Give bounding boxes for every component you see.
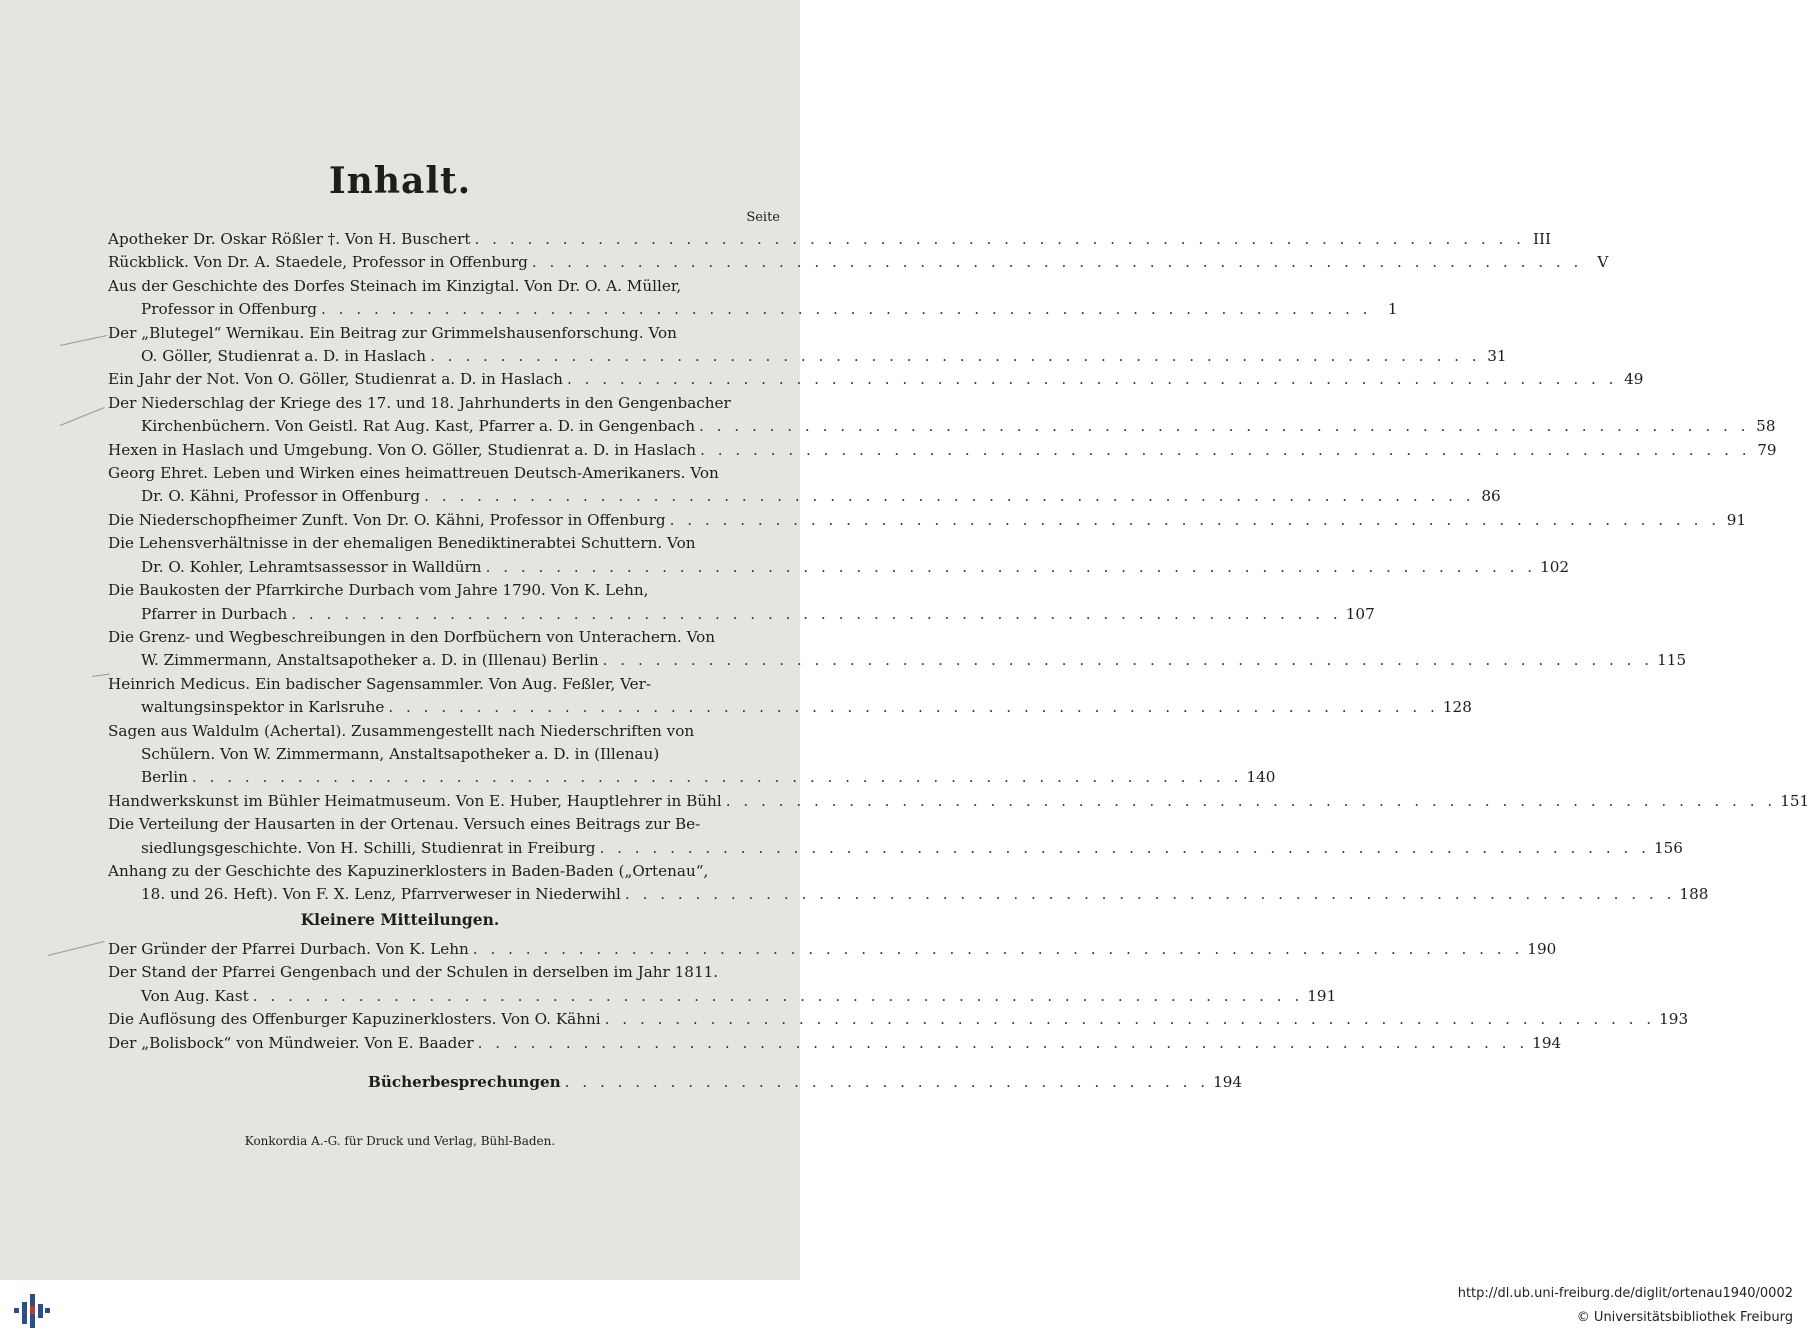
toc-entry-line <box>108 673 780 696</box>
leader-dots: . . . . . . . . . . . . . . . . . . . . . . . . . . . . . . . . . . . . . . . . . . . . . . . . . . . . . . . . . . . . <box>599 838 1650 857</box>
toc-entry <box>108 275 1398 322</box>
toc-entry-text: Die Baukosten der Pfarrkirche Durbach vom Jahre 1790. Von K. Lehn, <box>108 581 649 600</box>
toc-entry-line <box>108 603 1375 626</box>
toc-entry <box>108 392 1776 439</box>
toc-entry-text: Handwerkskunst im Bühler Heimatmuseum. Von E. Huber, Hauptlehrer in Bühl <box>108 791 722 810</box>
toc-entry <box>108 813 1683 860</box>
leader-dots: . . . . . . . . . . . . . . . . . . . . . . . . . . . . . . . . . . . . . . . . . . . . . . . . . . . . . . . . . . . . <box>472 940 1524 958</box>
toc-entry-text: Georg Ehret. Leben und Wirken eines heimattreuen Deutsch-Amerikaners. Von <box>108 464 719 483</box>
toc-entry-text: siedlungsgeschichte. Von H. Schilli, Studienrat in Freiburg <box>141 838 596 857</box>
toc-entry-line <box>108 556 1570 579</box>
leader-dots: . . . . . . . . . . . . . . . . . . . . . . . . . . . . . . . . . . . . . . . . . . . . . . . . . . . . . . . . . . . . <box>430 347 1481 366</box>
toc-entry-line <box>108 532 780 555</box>
toc-entry-text: Die Niederschopfheimer Zunft. Von Dr. O. Kähni, Professor in Offenburg <box>108 510 666 529</box>
toc-entry-page: 151 <box>1780 791 1809 810</box>
toc-entry-line <box>108 1032 1562 1055</box>
toc-entry-page: V <box>1597 253 1609 272</box>
toc-entry-text: Der Gründer der Pfarrei Durbach. Von K. Lehn <box>108 940 469 958</box>
toc-entry-text: Berlin <box>141 768 188 787</box>
toc-entry-text: Sagen aus Waldulm (Achertal). Zusammengestellt nach Niederschriften von <box>108 721 695 740</box>
toc-entry-line <box>108 368 1644 391</box>
leader-dots: . . . . . . . . . . . . . . . . . . . . . . . . . . . . . . . . . . . . . . . . . . . . . . . . . . . . . . . . . . . . <box>669 510 1721 529</box>
toc-entry <box>108 938 1557 961</box>
toc-entry-text: Kirchenbüchern. Von Geistl. Rat Aug. Kast, Pfarrer a. D. in Gengenbach <box>141 417 695 436</box>
toc-entry-line <box>108 275 780 298</box>
pencil-mark <box>60 335 107 346</box>
toc-entry-page: 49 <box>1624 370 1644 389</box>
toc-entry-page: 191 <box>1307 986 1337 1005</box>
leader-dots: . . . . . . . . . . . . . . . . . . . . . . . . . . . . . . . . . . . . . . . . . . . . . . . . . . . . . . . . . . . . <box>477 1033 1529 1052</box>
toc-entry-line <box>108 415 1776 438</box>
toc-entry <box>108 368 1644 391</box>
toc-entry-line <box>108 626 780 649</box>
toc-entry-line <box>108 813 780 836</box>
toc-entry-text: Die Lehensverhältnisse in der ehemaligen Benediktinerabtei Schuttern. Von <box>108 534 696 553</box>
toc-entry <box>108 532 1570 579</box>
toc-entry-line <box>108 1008 1689 1031</box>
book-reviews-page: 194 <box>1213 1073 1243 1091</box>
leader-dots: . . . . . . . . . . . . . . . . . . . . . . . . . . . . . . . . . . . . . . . . . . . . . . . . . . . . . . . . . . . . <box>191 768 1243 787</box>
toc-entry-text: W. Zimmermann, Anstaltsapotheker a. D. in (Illenau) Berlin <box>141 651 599 670</box>
toc-entry-line <box>108 649 1687 672</box>
leader-dots: . . . . . . . . . . . . . . . . . . . . . . . . . . . . . . . . . . . . . . . . . . . . . . . . . . . . . . . . . . . . <box>700 440 1751 459</box>
toc-entry-line <box>108 251 1609 274</box>
toc-entry-line <box>108 485 1501 508</box>
toc-entry-text: Dr. O. Kähni, Professor in Offenburg <box>141 487 421 506</box>
leader-dots: . . . . . . . . . . . . . . . . . . . . . . . . . . . . . . . . . . . . . <box>564 1073 1210 1091</box>
toc-entry-text: Der Stand der Pfarrei Gengenbach und der Schulen in derselben im Jahr 1811. <box>108 963 719 982</box>
leader-dots: . . . . . . . . . . . . . . . . . . . . . . . . . . . . . . . . . . . . . . . . . . . . . . . . . . . . . . . . . . . . <box>388 698 1439 717</box>
toc-entry-page: 115 <box>1657 651 1687 670</box>
leader-dots: . . . . . . . . . . . . . . . . . . . . . . . . . . . . . . . . . . . . . . . . . . . . . . . . . . . . . . . . . . . . <box>321 300 1372 319</box>
toc-entry-text: Hexen in Haslach und Umgebung. Von O. Göller, Studienrat a. D. in Haslach <box>108 440 697 459</box>
leader-dots: . . . . . . . . . . . . . . . . . . . . . . . . . . . . . . . . . . . . . . . . . . . . . . . . . . . . . . . . . . . . <box>725 791 1777 810</box>
publisher-imprint: Konkordia A.-G. für Druck und Verlag, Bühl-Baden. <box>244 1134 556 1148</box>
toc-entry-line <box>108 743 780 766</box>
toc-entry-page: 156 <box>1653 838 1683 857</box>
leader-dots: . . . . . . . . . . . . . . . . . . . . . . . . . . . . . . . . . . . . . . . . . . . . . . . . . . . . . . . . . . . . <box>604 1010 1656 1029</box>
toc-entry-page: 190 <box>1527 940 1557 958</box>
toc-entry-text: Der Niederschlag der Kriege des 17. und 18. Jahrhunderts in den Gengenbacher <box>108 393 731 412</box>
toc-entry-line <box>108 462 780 485</box>
toc-entry-page: 194 <box>1532 1033 1562 1052</box>
toc-entry-line <box>108 720 780 743</box>
toc-entry-text: Anhang zu der Geschichte des Kapuzinerklosters in Baden-Baden („Ortenau“, <box>108 861 709 880</box>
table-of-contents-minor <box>108 938 1689 1055</box>
toc-entry-line <box>108 860 780 883</box>
toc-entry <box>108 961 1337 1008</box>
leader-dots: . . . . . . . . . . . . . . . . . . . . . . . . . . . . . . . . . . . . . . . . . . . . . . . . . . . . . . . . . . . . <box>624 885 1676 904</box>
toc-entry-text: Die Verteilung der Hausarten in der Ortenau. Versuch eines Beitrags zur Be- <box>108 815 701 834</box>
toc-entry-page: 91 <box>1726 510 1747 529</box>
toc-entry <box>108 322 1507 369</box>
toc-entry-text: Dr. O. Kohler, Lehramtsassessor in Walldürn <box>141 557 482 576</box>
toc-entry <box>108 673 1472 720</box>
toc-entry <box>108 790 1809 813</box>
toc-entry-text: Der „Blutegel“ Wernikau. Ein Beitrag zur Grimmelshausenforschung. Von <box>108 323 677 342</box>
toc-entry-page: III <box>1533 230 1552 248</box>
book-reviews-label: Bücherbesprechungen <box>368 1073 561 1091</box>
toc-entry-line <box>108 392 780 415</box>
toc-entry-line <box>108 790 1809 813</box>
toc-entry-text: Rückblick. Von Dr. A. Staedele, Professor in Offenburg <box>108 253 528 272</box>
toc-entry <box>108 439 1777 462</box>
toc-entry-text: Ein Jahr der Not. Von O. Göller, Studienrat a. D. in Haslach <box>108 370 563 389</box>
toc-entry-text: waltungsinspektor in Karlsruhe <box>141 698 385 717</box>
toc-entry-page: 107 <box>1345 604 1375 623</box>
toc-entry-text: Heinrich Medicus. Ein badischer Sagensammler. Von Aug. Feßler, Ver- <box>108 674 652 693</box>
toc-entry-line <box>108 579 780 602</box>
toc-entry <box>108 579 1375 626</box>
toc-entry <box>108 720 1276 790</box>
toc-entry-text: Professor in Offenburg <box>141 300 318 319</box>
toc-entry-text: Von Aug. Kast <box>141 986 249 1005</box>
ub-freiburg-logo-icon <box>12 1290 52 1330</box>
toc-entry-text: O. Göller, Studienrat a. D. in Haslach <box>141 347 427 366</box>
toc-entry-page: 1 <box>1387 300 1398 319</box>
book-reviews-entry <box>368 1073 1243 1091</box>
toc-entry <box>108 626 1687 673</box>
toc-entry-page: 58 <box>1756 417 1776 436</box>
toc-entry-line <box>108 509 1747 532</box>
toc-entry-line <box>108 322 780 345</box>
toc-entry-text: Apotheker Dr. Oskar Rößler †. Von H. Buschert <box>108 230 471 248</box>
toc-entry <box>108 462 1501 509</box>
pencil-mark <box>48 941 105 956</box>
leader-dots: . . . . . . . . . . . . . . . . . . . . . . . . . . . . . . . . . . . . . . . . . . . . . . . . . . . . . . . . . . . . <box>602 651 1654 670</box>
toc-entry-page: 102 <box>1540 557 1570 576</box>
copyright-notice: © Universitätsbibliothek Freiburg <box>1576 1310 1793 1325</box>
toc-entry-text: Die Grenz- und Wegbeschreibungen in den Dorfbüchern von Unterachern. Von <box>108 627 716 646</box>
toc-entry-line <box>108 766 1276 789</box>
toc-entry-text: Pfarrer in Durbach <box>141 604 288 623</box>
toc-entry-text: 18. und 26. Heft). Von F. X. Lenz, Pfarrverweser in Niederwihl <box>141 885 621 904</box>
toc-entry-line <box>108 696 1472 719</box>
source-url[interactable]: http://dl.ub.uni-freiburg.de/diglit/ortenau1940/0002 <box>1457 1286 1793 1301</box>
leader-dots: . . . . . . . . . . . . . . . . . . . . . . . . . . . . . . . . . . . . . . . . . . . . . . . . . . . . . . . . . . . . <box>252 986 1304 1005</box>
toc-entry-page: 188 <box>1679 885 1709 904</box>
toc-entry-page: 193 <box>1659 1010 1689 1029</box>
toc-entry-text: Schülern. Von W. Zimmermann, Anstaltsapotheker a. D. in (Illenau) <box>141 744 660 763</box>
toc-entry-line <box>108 228 1552 251</box>
toc-entry-line <box>108 961 780 984</box>
page-title: Inhalt. <box>328 160 472 202</box>
toc-entry-line <box>108 298 1398 321</box>
leader-dots: . . . . . . . . . . . . . . . . . . . . . . . . . . . . . . . . . . . . . . . . . . . . . . . . . . . . . . . . . . . . <box>485 557 1537 576</box>
toc-entry-text: Aus der Geschichte des Dorfes Steinach im Kinzigtal. Von Dr. O. A. Müller, <box>108 276 682 295</box>
toc-entry <box>108 509 1747 532</box>
page-column-label: Seite <box>746 210 780 225</box>
leader-dots: . . . . . . . . . . . . . . . . . . . . . . . . . . . . . . . . . . . . . . . . . . . . . . . . . . . . . . . . . . . . <box>474 230 1526 248</box>
leader-dots: . . . . . . . . . . . . . . . . . . . . . . . . . . . . . . . . . . . . . . . . . . . . . . . . . . . . . . . . . . . . <box>698 417 1750 436</box>
table-of-contents <box>108 228 1809 907</box>
toc-entry-line <box>108 345 1507 368</box>
toc-entry-line <box>108 985 1337 1008</box>
leader-dots: . . . . . . . . . . . . . . . . . . . . . . . . . . . . . . . . . . . . . . . . . . . . . . . . . . . . . . . . . . . . <box>424 487 1475 506</box>
pencil-mark <box>60 407 105 426</box>
section-heading: Kleinere Mitteilungen. <box>300 910 500 929</box>
toc-entry-page: 31 <box>1487 347 1507 366</box>
toc-entry <box>108 1032 1562 1055</box>
toc-entry-line <box>108 883 1709 906</box>
toc-entry-page: 86 <box>1481 487 1501 506</box>
leader-dots: . . . . . . . . . . . . . . . . . . . . . . . . . . . . . . . . . . . . . . . . . . . . . . . . . . . . . . . . . . . . <box>531 253 1583 272</box>
toc-entry-page: 140 <box>1246 768 1276 787</box>
toc-entry-page: 128 <box>1442 698 1472 717</box>
toc-entry-line <box>108 837 1683 860</box>
toc-entry-page: 79 <box>1757 440 1777 459</box>
toc-entry-text: Der „Bolisbock“ von Mündweier. Von E. Baader <box>108 1033 474 1052</box>
leader-dots: . . . . . . . . . . . . . . . . . . . . . . . . . . . . . . . . . . . . . . . . . . . . . . . . . . . . . . . . . . . . <box>291 604 1342 623</box>
toc-entry <box>108 228 1552 251</box>
toc-entry <box>108 860 1709 907</box>
toc-entry-text: Die Auflösung des Offenburger Kapuzinerklosters. Von O. Kähni <box>108 1010 601 1029</box>
leader-dots: . . . . . . . . . . . . . . . . . . . . . . . . . . . . . . . . . . . . . . . . . . . . . . . . . . . . . . . . . . . . <box>566 370 1618 389</box>
toc-entry <box>108 1008 1689 1031</box>
toc-entry-line <box>108 439 1777 462</box>
toc-entry <box>108 251 1609 274</box>
toc-entry-line <box>108 938 1557 961</box>
